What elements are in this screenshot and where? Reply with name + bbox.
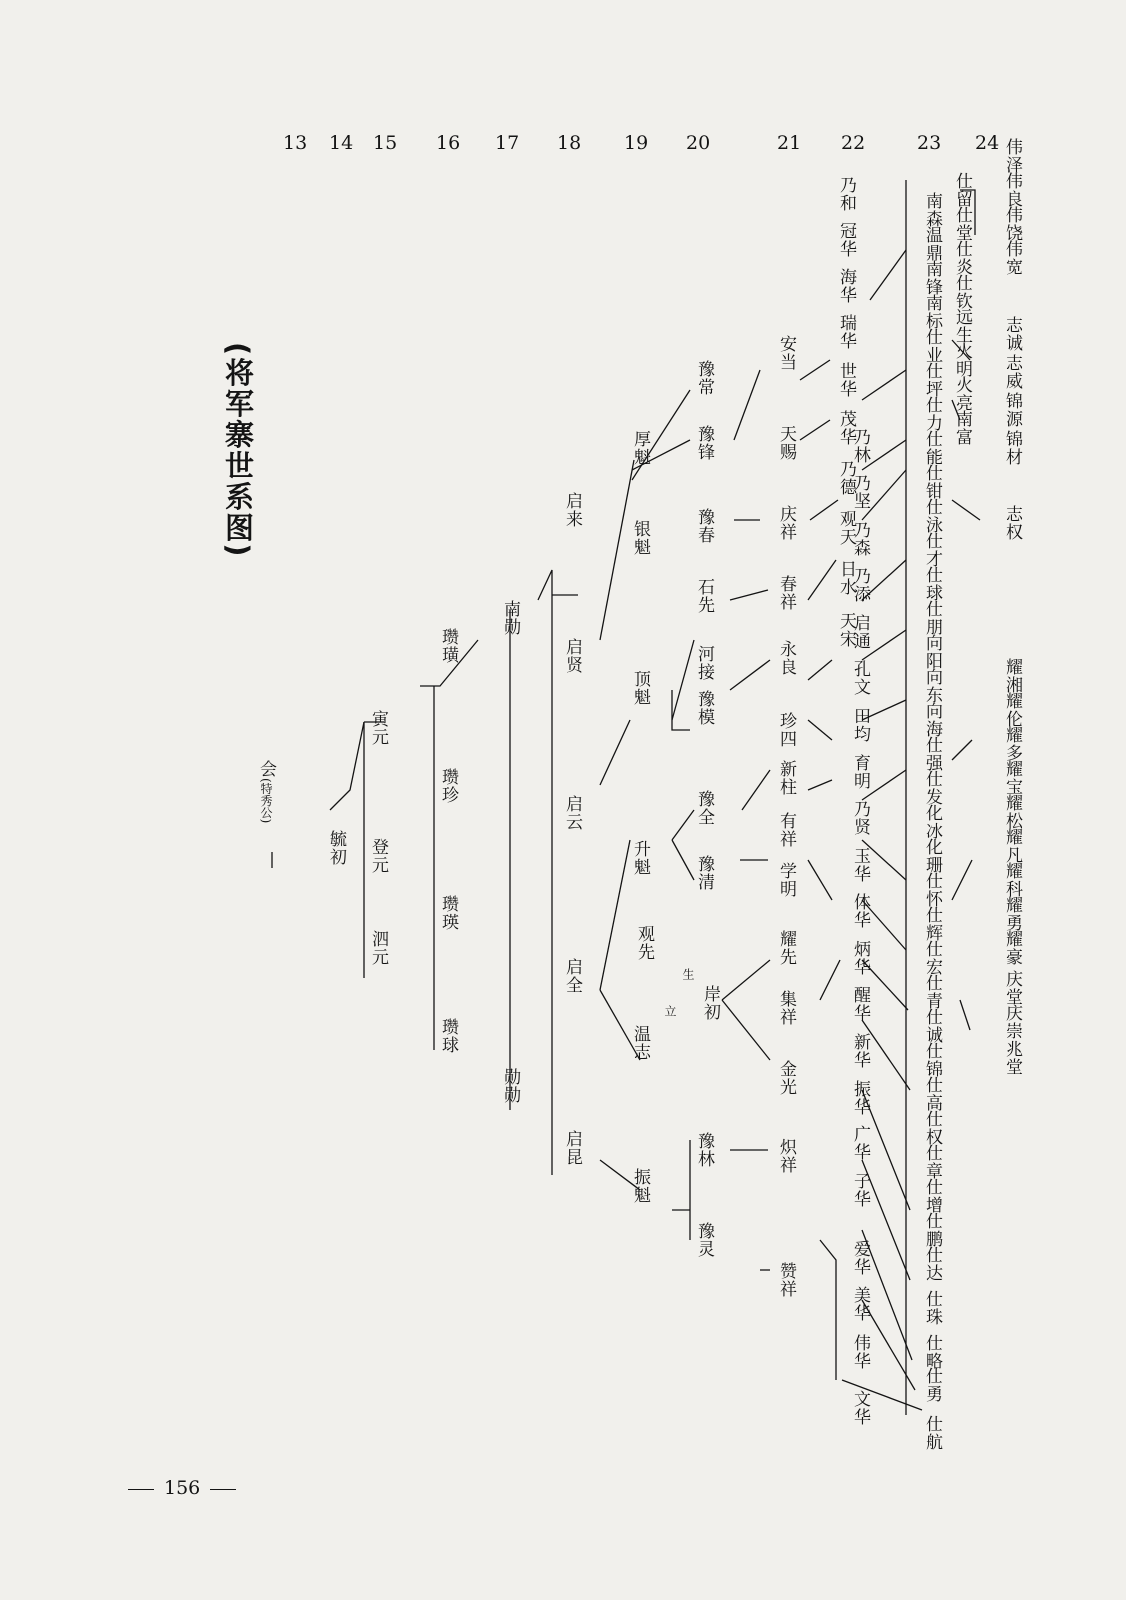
person-name: 化珊 <box>922 838 942 874</box>
person-name: 耀勇 <box>1002 896 1022 932</box>
generation-number: 21 <box>777 132 802 154</box>
person-name: 耀凡 <box>1002 828 1022 864</box>
person-name: 银魁 <box>630 520 650 556</box>
person-name: 仕航 <box>922 1415 942 1451</box>
person-name: 化冰 <box>922 804 942 840</box>
person-name: 锦源 <box>1002 392 1022 428</box>
person-name: 启贤 <box>562 638 582 674</box>
person-name: 南锋 <box>922 260 942 296</box>
person-name: 孔文 <box>850 660 870 696</box>
person-name: 仕发 <box>922 770 942 806</box>
person-name: 豫模 <box>694 690 714 726</box>
person-name: 启全 <box>562 958 582 994</box>
person-name: 仕权 <box>922 1110 942 1146</box>
person-name: 伟华 <box>850 1334 870 1370</box>
person-name: 耀多 <box>1002 726 1022 762</box>
person-name: 生 <box>681 968 695 980</box>
person-name: 仕堂 <box>952 206 972 242</box>
generation-number: 18 <box>557 132 582 154</box>
person-name: 南勋 <box>500 600 520 636</box>
person-name: 天赐 <box>776 425 796 461</box>
person-name: 伟泽 <box>1002 138 1022 174</box>
person-name: 仕能 <box>922 430 942 466</box>
person-name: 河接 <box>694 645 714 681</box>
person-name: 炳华 <box>850 940 870 976</box>
person-name: 石先 <box>694 578 714 614</box>
person-name: 安当 <box>776 335 796 371</box>
person-name: 振魁 <box>630 1168 650 1204</box>
person-name: 瓒瑛 <box>438 895 458 931</box>
person-name: 远生 <box>952 308 972 344</box>
person-name: 仕泳 <box>922 498 942 534</box>
person-name: 南富 <box>952 410 972 446</box>
person-name: 玉华 <box>850 847 870 883</box>
person-name: 有祥 <box>776 812 796 848</box>
person-name: 永良 <box>776 640 796 676</box>
person-name: 勋勋 <box>500 1068 520 1104</box>
person-name: 耀先 <box>776 930 796 966</box>
person-name: 仕业 <box>922 328 942 364</box>
person-name: 耀松 <box>1002 794 1022 830</box>
person-name: 庆崇 <box>1002 1004 1022 1040</box>
person-name: 仕达 <box>922 1246 942 1282</box>
generation-number: 13 <box>283 132 308 154</box>
person-name: 瓒珍 <box>438 768 458 804</box>
person-name: 岸初 <box>700 985 720 1021</box>
person-name: 金光 <box>776 1060 796 1096</box>
dash-decoration <box>210 1489 236 1490</box>
person-name: 观天 <box>836 510 856 546</box>
person-name: 仕球 <box>922 566 942 602</box>
person-name: 仕强 <box>922 736 942 772</box>
person-name: 集祥 <box>776 990 796 1026</box>
person-name: 仕青 <box>922 974 942 1010</box>
person-name: 耀伦 <box>1002 692 1022 728</box>
generation-number: 17 <box>495 132 520 154</box>
person-name: 志威 <box>1002 354 1022 390</box>
person-name: 仕钳 <box>922 464 942 500</box>
generation-number: 22 <box>841 132 866 154</box>
page-title: (将军寨世系图) <box>221 342 255 559</box>
person-name: 仕宏 <box>922 940 942 976</box>
person-name: 温志 <box>630 1025 650 1061</box>
person-name: 锦材 <box>1002 430 1022 466</box>
person-name: 仕怀 <box>922 872 942 908</box>
person-name: 乃德 <box>836 460 856 496</box>
generation-number: 15 <box>373 132 398 154</box>
person-name: 火亮 <box>952 376 972 412</box>
person-name: 毓初 <box>326 830 346 866</box>
person-name: 春祥 <box>776 575 796 611</box>
person-name: 仕勇 <box>922 1367 942 1403</box>
generation-number: 23 <box>917 132 942 154</box>
person-name: 耀湘 <box>1002 658 1022 694</box>
person-name: 伟饶 <box>1002 206 1022 242</box>
person-name: 海华 <box>836 268 856 304</box>
person-name: 瓒球 <box>438 1018 458 1054</box>
person-name: 珍四 <box>776 712 796 748</box>
person-name: 仕锦 <box>922 1042 942 1078</box>
person-name: 仕炎 <box>952 240 972 276</box>
person-name: 仕辉 <box>922 906 942 942</box>
person-name: 世华 <box>836 362 856 398</box>
generation-number: 14 <box>329 132 354 154</box>
person-name: 立 <box>663 1005 677 1017</box>
person-name: 厚魁 <box>630 430 650 466</box>
person-name: 向阳 <box>922 634 942 670</box>
person-name: 豫春 <box>694 508 714 544</box>
person-name: 子华 <box>850 1172 870 1208</box>
person-name: 乃林 <box>850 428 870 464</box>
person-name: 醒华 <box>850 986 870 1022</box>
person-name: 会 <box>256 760 276 778</box>
person-name: 仕章 <box>922 1144 942 1180</box>
person-name: 启云 <box>562 795 582 831</box>
page-number-value: 156 <box>164 1477 201 1499</box>
person-name: 乃森 <box>850 521 870 557</box>
person-name: 赞祥 <box>776 1262 796 1298</box>
person-name: 仕增 <box>922 1178 942 1214</box>
person-name: 炽祥 <box>776 1138 796 1174</box>
person-name: 新华 <box>850 1033 870 1069</box>
generation-number: 16 <box>436 132 461 154</box>
person-name: 兆堂 <box>1002 1040 1022 1076</box>
person-name: 泗元 <box>368 930 388 966</box>
person-name: 伟宽 <box>1002 240 1022 276</box>
person-name: 寅元 <box>368 710 388 746</box>
generation-number: 19 <box>624 132 649 154</box>
person-name: 温鼎 <box>922 226 942 262</box>
person-name: 乃贤 <box>850 800 870 836</box>
person-name: 豫灵 <box>694 1222 714 1258</box>
person-name: 向海 <box>922 702 942 738</box>
person-name: 豫锋 <box>694 425 714 461</box>
person-name: 顶魁 <box>630 670 650 706</box>
person-name: 仕略 <box>922 1334 942 1370</box>
person-name: 仕坪 <box>922 362 942 398</box>
person-name: 冠华 <box>836 222 856 258</box>
person-name: 爱华 <box>850 1240 870 1276</box>
person-name: 体华 <box>850 893 870 929</box>
person-name: 升魁 <box>630 840 650 876</box>
person-name: 庆堂 <box>1002 970 1022 1006</box>
person-name: 庆祥 <box>776 505 796 541</box>
person-name: 日水 <box>836 560 856 596</box>
person-name: 广华 <box>850 1125 870 1161</box>
person-name: 仕鹏 <box>922 1212 942 1248</box>
person-name: 仕珠 <box>922 1290 942 1326</box>
person-name: 文华 <box>850 1390 870 1426</box>
person-name: 仕钦 <box>952 274 972 310</box>
person-name: 育明 <box>850 754 870 790</box>
person-name: 登元 <box>368 838 388 874</box>
person-name: 天宋 <box>836 612 856 648</box>
person-name: 豫清 <box>694 855 714 891</box>
person-name: 豫常 <box>694 360 714 396</box>
person-name: 观先 <box>634 925 654 961</box>
person-name: 志权 <box>1002 505 1022 541</box>
person-name: 仕力 <box>922 396 942 432</box>
person-name: 向东 <box>922 668 942 704</box>
person-name: 南标 <box>922 294 942 330</box>
person-name: 耀宝 <box>1002 760 1022 796</box>
person-hui <box>256 760 276 823</box>
person-name: 耀科 <box>1002 862 1022 898</box>
person-name: 振华 <box>850 1080 870 1116</box>
person-name: 南森 <box>922 192 942 228</box>
generation-number: 20 <box>686 132 711 154</box>
person-name: 新柱 <box>776 760 796 796</box>
person-name: 火明 <box>952 342 972 378</box>
person-name: 乃坚 <box>850 474 870 510</box>
person-name: 美华 <box>850 1286 870 1322</box>
person-name: 茂华 <box>836 410 856 446</box>
person-name: 豫林 <box>694 1132 714 1168</box>
person-name: 仕高 <box>922 1076 942 1112</box>
dash-decoration <box>128 1489 154 1490</box>
person-name: 伟良 <box>1002 172 1022 208</box>
person-name: 瓒璜 <box>438 628 458 664</box>
person-name: 瑞华 <box>836 314 856 350</box>
person-name: 仕朋 <box>922 600 942 636</box>
person-name: 志诚 <box>1002 316 1022 352</box>
person-name: 乃和 <box>836 176 856 212</box>
person-note: (特秀公) <box>259 778 273 824</box>
person-name: 田均 <box>850 707 870 743</box>
person-name: 仕诚 <box>922 1008 942 1044</box>
person-name: 仕才 <box>922 532 942 568</box>
generation-number: 24 <box>975 132 1000 154</box>
person-name: 耀豪 <box>1002 930 1022 966</box>
page-number <box>118 1477 246 1499</box>
person-name: 启来 <box>562 492 582 528</box>
person-name: 启昆 <box>562 1130 582 1166</box>
person-name: 启通 <box>850 614 870 650</box>
person-name: 仕留 <box>952 172 972 208</box>
person-name: 乃添 <box>850 567 870 603</box>
person-name: 豫全 <box>694 790 714 826</box>
person-name: 学明 <box>776 862 796 898</box>
